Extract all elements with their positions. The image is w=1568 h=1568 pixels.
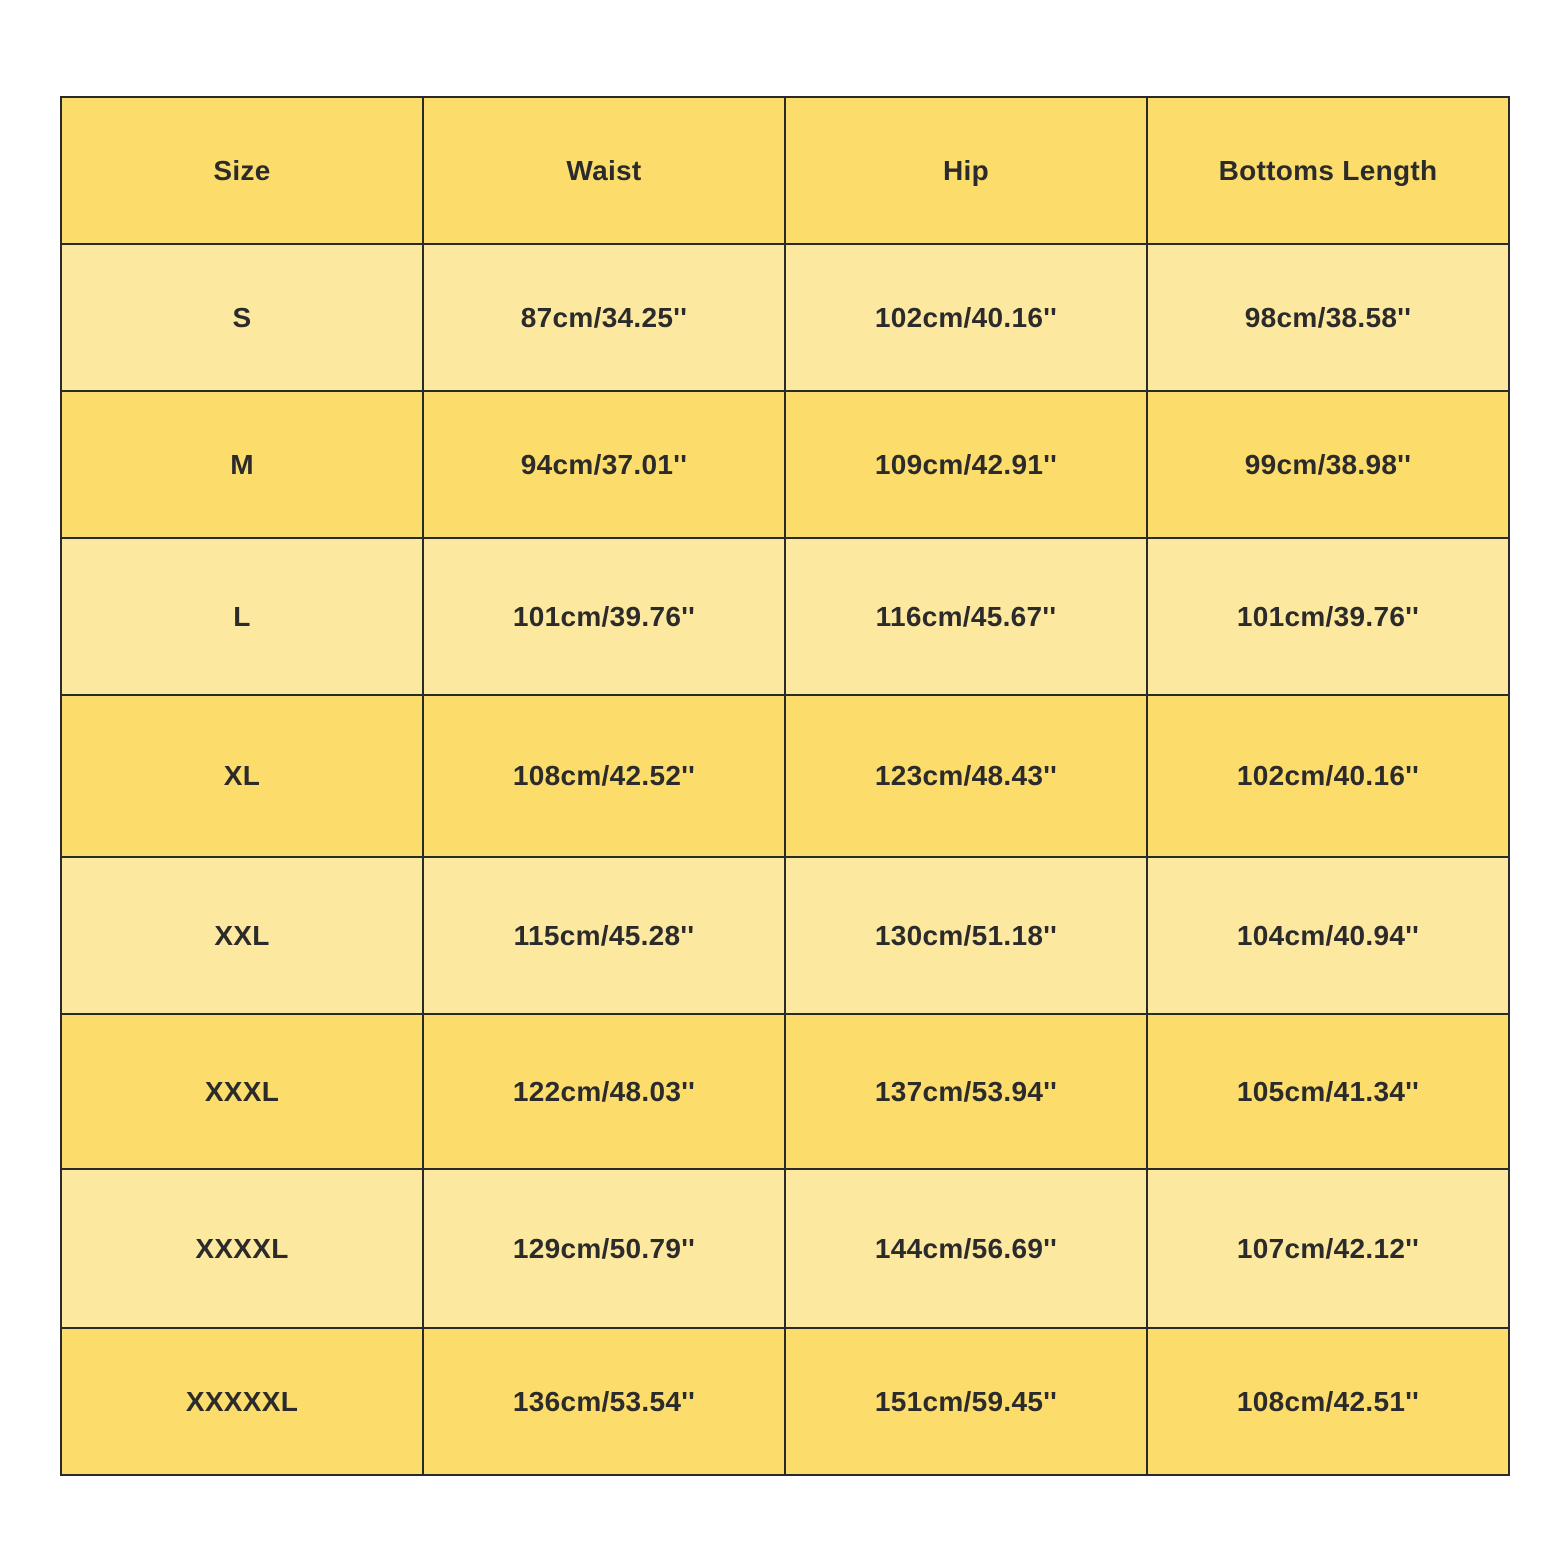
header-bottoms-length: Bottoms Length bbox=[1147, 97, 1509, 244]
table-row bbox=[61, 1014, 1509, 1169]
cell-size: XL bbox=[61, 695, 423, 857]
table-row bbox=[61, 244, 1509, 391]
cell-size: L bbox=[61, 538, 423, 695]
cell-waist: 108cm/42.52'' bbox=[423, 695, 785, 857]
cell-bottoms-length: 108cm/42.51'' bbox=[1147, 1328, 1509, 1475]
table-row bbox=[61, 857, 1509, 1014]
cell-size: M bbox=[61, 391, 423, 538]
cell-bottoms-length: 99cm/38.98'' bbox=[1147, 391, 1509, 538]
cell-waist: 136cm/53.54'' bbox=[423, 1328, 785, 1475]
table-body bbox=[61, 244, 1509, 1475]
cell-size: XXXXL bbox=[61, 1169, 423, 1328]
cell-bottoms-length: 107cm/42.12'' bbox=[1147, 1169, 1509, 1328]
table-row bbox=[61, 391, 1509, 538]
cell-waist: 115cm/45.28'' bbox=[423, 857, 785, 1014]
cell-hip: 102cm/40.16'' bbox=[785, 244, 1147, 391]
cell-hip: 144cm/56.69'' bbox=[785, 1169, 1147, 1328]
cell-bottoms-length: 104cm/40.94'' bbox=[1147, 857, 1509, 1014]
cell-size: XXL bbox=[61, 857, 423, 1014]
cell-hip: 137cm/53.94'' bbox=[785, 1014, 1147, 1169]
cell-hip: 151cm/59.45'' bbox=[785, 1328, 1147, 1475]
cell-waist: 101cm/39.76'' bbox=[423, 538, 785, 695]
cell-size: XXXL bbox=[61, 1014, 423, 1169]
table-row bbox=[61, 538, 1509, 695]
cell-waist: 87cm/34.25'' bbox=[423, 244, 785, 391]
header-waist: Waist bbox=[423, 97, 785, 244]
cell-bottoms-length: 102cm/40.16'' bbox=[1147, 695, 1509, 857]
cell-waist: 122cm/48.03'' bbox=[423, 1014, 785, 1169]
table-row bbox=[61, 695, 1509, 857]
cell-hip: 109cm/42.91'' bbox=[785, 391, 1147, 538]
table-row bbox=[61, 1169, 1509, 1328]
table-header bbox=[61, 97, 1509, 244]
cell-size: S bbox=[61, 244, 423, 391]
cell-bottoms-length: 105cm/41.34'' bbox=[1147, 1014, 1509, 1169]
header-size: Size bbox=[61, 97, 423, 244]
size-chart-table bbox=[60, 96, 1510, 1476]
header-hip: Hip bbox=[785, 97, 1147, 244]
cell-bottoms-length: 101cm/39.76'' bbox=[1147, 538, 1509, 695]
cell-hip: 116cm/45.67'' bbox=[785, 538, 1147, 695]
table-row bbox=[61, 1328, 1509, 1475]
cell-waist: 129cm/50.79'' bbox=[423, 1169, 785, 1328]
cell-hip: 130cm/51.18'' bbox=[785, 857, 1147, 1014]
cell-size: XXXXXL bbox=[61, 1328, 423, 1475]
cell-bottoms-length: 98cm/38.58'' bbox=[1147, 244, 1509, 391]
cell-waist: 94cm/37.01'' bbox=[423, 391, 785, 538]
cell-hip: 123cm/48.43'' bbox=[785, 695, 1147, 857]
header-row bbox=[61, 97, 1509, 244]
